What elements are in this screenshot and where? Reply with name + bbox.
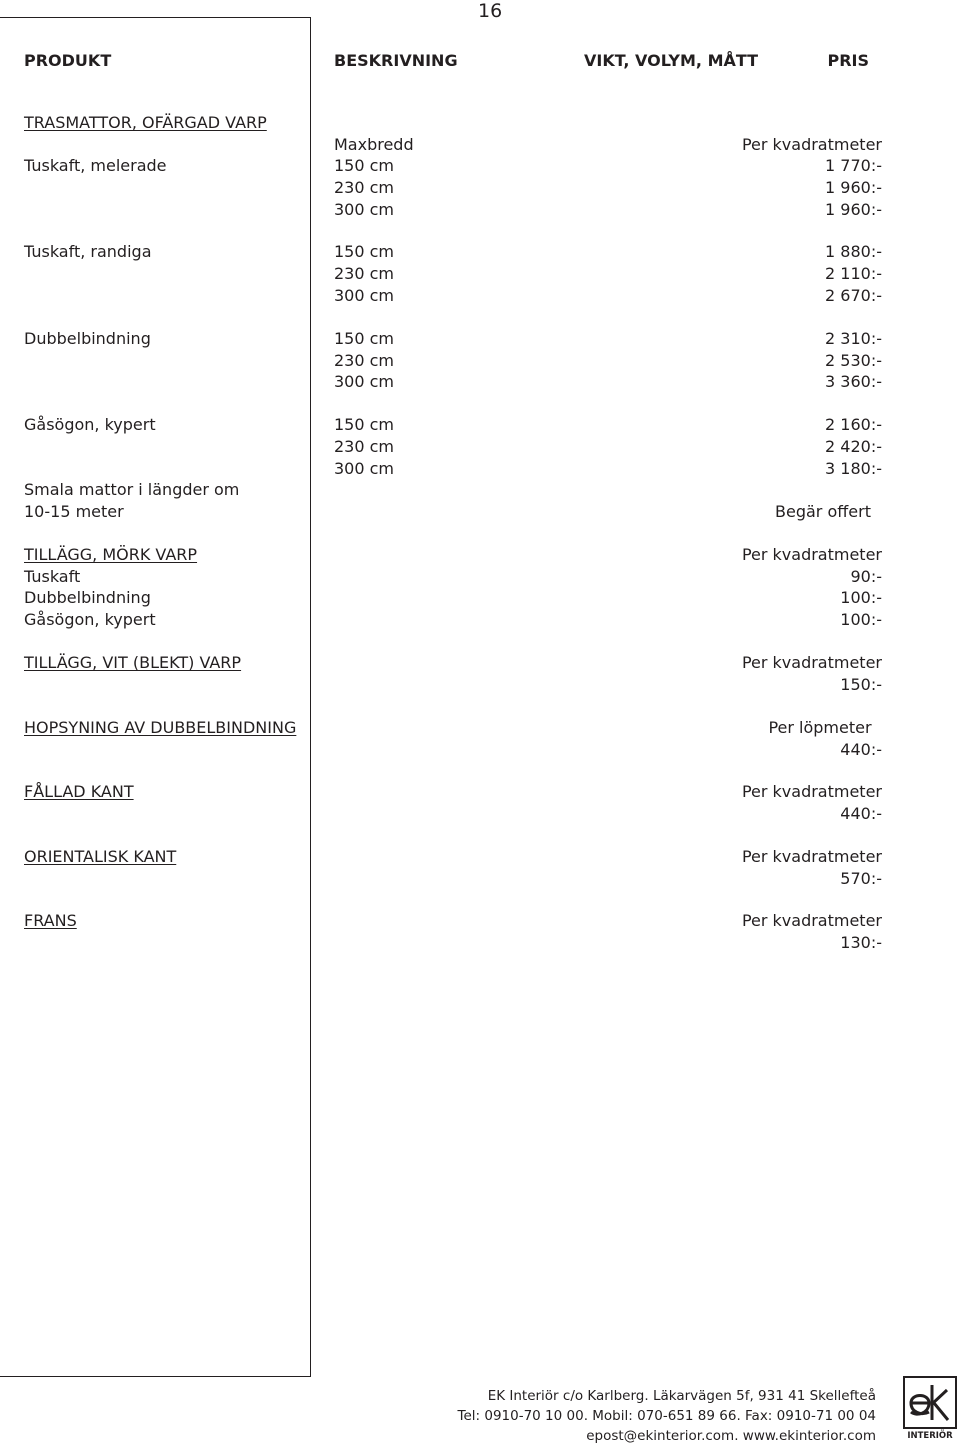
footer-contact: epost@ekinterior.com. www.ekinterior.com: [586, 1428, 876, 1444]
unit-label: Per löpmeter: [768, 718, 872, 737]
width-value: 150 cm: [334, 156, 395, 175]
footer-address: EK Interiör c/o Karlberg. Läkarvägen 5f, 931 41 Skellefteå: [487, 1388, 876, 1404]
unit-label: Per kvadratmeter: [741, 911, 882, 930]
width-value: 300 cm: [334, 286, 395, 305]
price-value: 150:-: [840, 675, 882, 694]
price-value: 3 180:-: [825, 459, 882, 478]
product-name: Tuskaft, randiga: [24, 242, 152, 261]
logo-text: INTERIÖR: [907, 1431, 953, 1440]
unit-label: Per kvadratmeter: [741, 847, 882, 866]
product-name: Tuskaft: [24, 567, 81, 586]
price-value: 2 670:-: [825, 286, 882, 305]
price-value: 3 360:-: [825, 372, 882, 391]
price-value: 2 420:-: [825, 437, 882, 456]
price-value: 2 160:-: [825, 415, 882, 434]
section-title-tillagg-mork-varp: TILLÄGG, MÖRK VARP: [24, 545, 198, 564]
price-value: 1 960:-: [825, 200, 882, 219]
unit-label: Per kvadratmeter: [741, 653, 882, 672]
unit-label: Per kvadratmeter: [741, 135, 882, 154]
price-value: 100:-: [840, 588, 882, 607]
product-column-frame: [0, 17, 311, 1377]
price-value: 2 310:-: [825, 329, 882, 348]
section-title-trasmattor: TRASMATTOR, OFÄRGAD VARP: [24, 113, 267, 132]
width-value: 230 cm: [334, 264, 395, 283]
product-name: Dubbelbindning: [24, 329, 151, 348]
price-value: 570:-: [840, 869, 882, 888]
product-name-smala-length: 10-15 meter: [24, 502, 124, 521]
price-value: 1 770:-: [825, 156, 882, 175]
maxbredd-label: Maxbredd: [334, 135, 414, 154]
product-name: Gåsögon, kypert: [24, 415, 156, 434]
price-value: 2 530:-: [825, 351, 882, 370]
product-name: Gåsögon, kypert: [24, 610, 156, 629]
price-value: 130:-: [840, 933, 882, 952]
section-title-frans: FRANS: [24, 911, 77, 930]
price-value: 90:-: [850, 567, 882, 586]
header-vikt-volym-matt: VIKT, VOLYM, MÅTT: [584, 51, 759, 70]
width-value: 300 cm: [334, 459, 395, 478]
price-value: 440:-: [840, 740, 882, 759]
width-value: 300 cm: [334, 200, 395, 219]
header-pris: PRIS: [827, 51, 869, 70]
section-title-orientalisk-kant: ORIENTALISK KANT: [24, 847, 177, 866]
width-value: 230 cm: [334, 437, 395, 456]
width-value: 230 cm: [334, 351, 395, 370]
price-value: 2 110:-: [825, 264, 882, 283]
product-name: Tuskaft, melerade: [24, 156, 167, 175]
width-value: 150 cm: [334, 415, 395, 434]
section-title-tillagg-vit-varp: TILLÄGG, VIT (BLEKT) VARP: [24, 653, 242, 672]
width-value: 300 cm: [334, 372, 395, 391]
price-value: 100:-: [840, 610, 882, 629]
section-title-hopsyning: HOPSYNING AV DUBBELBINDNING: [24, 718, 297, 737]
price-value: 1 880:-: [825, 242, 882, 261]
product-name-smala: Smala mattor i längder om: [24, 480, 240, 499]
price-value: 1 960:-: [825, 178, 882, 197]
price-on-request: Begär offert: [775, 502, 871, 521]
price-value: 440:-: [840, 804, 882, 823]
product-name: Dubbelbindning: [24, 588, 151, 607]
width-value: 230 cm: [334, 178, 395, 197]
ek-interior-logo: [903, 1376, 957, 1440]
unit-label: Per kvadratmeter: [741, 782, 882, 801]
footer-phone: Tel: 0910-70 10 00. Mobil: 070-651 89 66. Fax: 0910-71 00 04: [457, 1408, 876, 1424]
header-produkt: PRODUKT: [24, 51, 112, 70]
page-number: 16: [478, 0, 503, 22]
section-title-fallad-kant: FÅLLAD KANT: [24, 782, 134, 801]
header-beskrivning: BESKRIVNING: [334, 51, 458, 70]
width-value: 150 cm: [334, 329, 395, 348]
unit-label: Per kvadratmeter: [741, 545, 882, 564]
width-value: 150 cm: [334, 242, 395, 261]
